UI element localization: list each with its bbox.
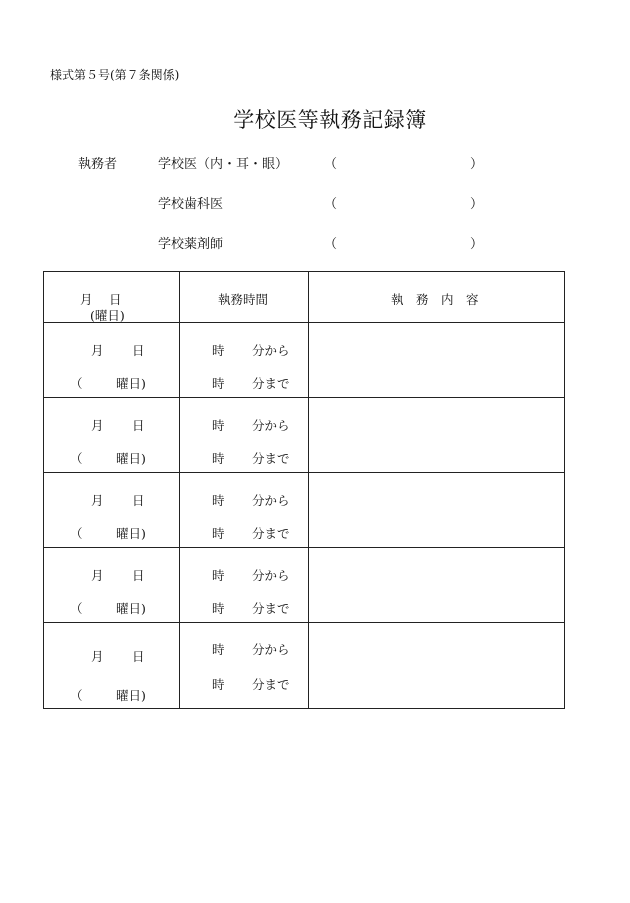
weekday-label: 曜日)	[116, 688, 146, 703]
month-label: 月	[91, 343, 104, 358]
table-row	[44, 473, 565, 548]
start-hour-label: 時	[212, 642, 225, 657]
table-row	[44, 398, 565, 473]
start-hour-label: 時	[212, 493, 225, 508]
day-label: 日	[132, 493, 145, 508]
role-school-pharmacist-open-paren: （	[324, 237, 338, 252]
duty-log-table	[43, 271, 565, 709]
day-label: 日	[132, 418, 145, 433]
hours-cell	[180, 398, 309, 473]
role-school-dentist-open-paren: （	[324, 197, 338, 212]
date-cell	[44, 473, 180, 548]
role-school-doctor-open-paren: （	[324, 157, 338, 172]
day-label: 日	[132, 343, 145, 358]
start-minute-label: 分から	[252, 642, 290, 657]
end-minute-label: 分まで	[252, 601, 290, 616]
end-hour-label: 時	[212, 376, 225, 391]
header-hours-label: 執務時間	[218, 292, 269, 307]
month-label: 月	[91, 568, 104, 583]
end-minute-label: 分まで	[252, 526, 290, 541]
form-number: 様式第５号(第７条関係)	[50, 68, 180, 82]
header-weekday-label: (曜日)	[90, 308, 125, 323]
content-cell[interactable]	[309, 548, 565, 623]
header-content-cell	[309, 272, 565, 323]
header-hours-cell	[180, 272, 309, 323]
weekday-open-paren: （	[70, 688, 83, 703]
weekday-open-paren: （	[70, 526, 83, 541]
date-cell	[44, 548, 180, 623]
weekday-open-paren: （	[70, 451, 83, 466]
hours-cell	[180, 623, 309, 709]
start-hour-label: 時	[212, 343, 225, 358]
executor-label: 執務者	[78, 157, 118, 172]
content-cell[interactable]	[309, 398, 565, 473]
end-hour-label: 時	[212, 677, 225, 692]
weekday-label: 曜日)	[116, 376, 146, 391]
role-school-dentist: 学校歯科医	[158, 197, 224, 212]
weekday-label: 曜日)	[116, 601, 146, 616]
end-hour-label: 時	[212, 526, 225, 541]
role-school-doctor: 学校医（内・耳・眼）	[158, 157, 289, 172]
start-minute-label: 分から	[252, 493, 290, 508]
role-school-pharmacist-close-paren: ）	[470, 237, 484, 252]
role-school-pharmacist: 学校薬剤師	[158, 237, 224, 252]
end-minute-label: 分まで	[252, 677, 290, 692]
start-hour-label: 時	[212, 568, 225, 583]
role-school-dentist-close-paren: ）	[470, 197, 484, 212]
date-cell	[44, 323, 180, 398]
table-row	[44, 548, 565, 623]
hours-cell	[180, 548, 309, 623]
weekday-label: 曜日)	[116, 451, 146, 466]
day-label: 日	[132, 568, 145, 583]
table-row	[44, 623, 565, 709]
role-school-doctor-close-paren: ）	[470, 157, 484, 172]
content-cell[interactable]	[309, 473, 565, 548]
start-minute-label: 分から	[252, 568, 290, 583]
hours-cell	[180, 473, 309, 548]
day-label: 日	[132, 649, 145, 664]
header-date-cell	[44, 272, 180, 323]
end-minute-label: 分まで	[252, 376, 290, 391]
content-cell[interactable]	[309, 323, 565, 398]
content-cell[interactable]	[309, 623, 565, 709]
month-label: 月	[91, 418, 104, 433]
header-content-label: 執 務 内 容	[391, 292, 479, 307]
start-hour-label: 時	[212, 418, 225, 433]
start-minute-label: 分から	[252, 343, 290, 358]
table-row	[44, 323, 565, 398]
date-cell	[44, 623, 180, 709]
end-minute-label: 分まで	[252, 451, 290, 466]
month-label: 月	[91, 649, 104, 664]
page-title: 学校医等執務記録簿	[233, 108, 427, 132]
month-label: 月	[91, 493, 104, 508]
table-header-row	[44, 272, 565, 323]
weekday-label: 曜日)	[116, 526, 146, 541]
hours-cell	[180, 323, 309, 398]
start-minute-label: 分から	[252, 418, 290, 433]
end-hour-label: 時	[212, 451, 225, 466]
header-date-label: 月 日	[80, 292, 122, 307]
end-hour-label: 時	[212, 601, 225, 616]
weekday-open-paren: （	[70, 376, 83, 391]
weekday-open-paren: （	[70, 601, 83, 616]
date-cell	[44, 398, 180, 473]
